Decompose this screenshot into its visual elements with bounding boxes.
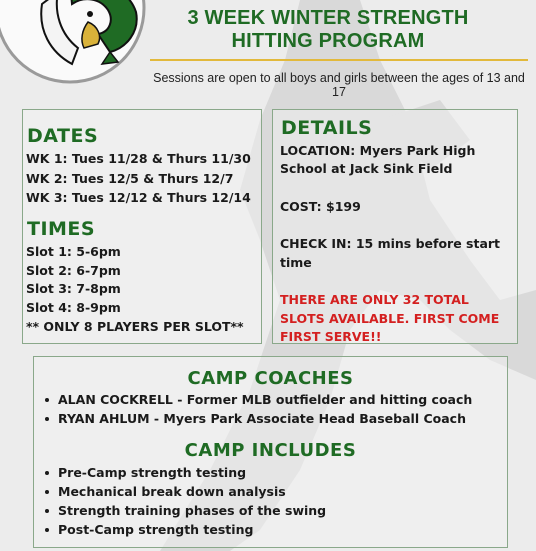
list-item — [34, 463, 326, 482]
checkin-line-2: time — [280, 255, 312, 270]
list-item — [34, 501, 326, 520]
list-item — [34, 390, 472, 409]
coach-alan-cockrell: ALAN COCKRELL - Former MLB outfielder and hitting coach — [58, 392, 473, 407]
page-title-line2: HITTING PROGRAM — [231, 30, 425, 52]
availability-alert-line-1: THERE ARE ONLY 32 TOTAL — [280, 292, 469, 307]
bullet-icon — [45, 417, 49, 421]
cost-text: COST: $199 — [280, 199, 361, 214]
bullet-icon — [45, 398, 49, 402]
dates-heading: DATES — [27, 125, 99, 147]
include-strength-training: Strength training phases of the swing — [58, 503, 327, 518]
date-week-2: WK 2: Tues 12/5 & Thurs 12/7 — [26, 171, 234, 186]
coach-ryan-ahlum: RYAN AHLUM - Myers Park Associate Head Baseball Coach — [58, 411, 466, 426]
time-slot-3: Slot 3: 7-8pm — [26, 281, 121, 296]
location-line-2: School at Jack Sink Field — [280, 161, 453, 176]
header-divider — [150, 59, 528, 61]
camp-coaches-heading: CAMP COACHES — [187, 368, 354, 389]
coaches-list — [34, 390, 472, 428]
include-mechanical-analysis: Mechanical break down analysis — [58, 484, 286, 499]
includes-list — [34, 463, 326, 539]
time-slot-2: Slot 2: 6-7pm — [26, 263, 121, 278]
dates-times-panel — [22, 109, 262, 344]
list-item — [34, 520, 326, 539]
players-per-slot-note: ** ONLY 8 PLAYERS PER SLOT** — [26, 319, 244, 334]
bullet-icon — [45, 528, 49, 532]
checkin-line-1: CHECK IN: 15 mins before start — [280, 236, 501, 251]
time-slot-4: Slot 4: 8-9pm — [26, 300, 121, 315]
time-slot-1: Slot 1: 5-6pm — [26, 244, 121, 259]
eligibility-subtitle: Sessions are open to all boys and girls between the ages of 13 and 17 — [153, 71, 525, 99]
availability-alert-line-2: SLOTS AVAILABLE. FIRST COME — [280, 311, 500, 326]
times-heading: TIMES — [27, 218, 96, 240]
camp-info-panel — [33, 356, 508, 548]
include-post-camp-testing: Post-Camp strength testing — [58, 522, 254, 537]
camp-includes-heading: CAMP INCLUDES — [184, 440, 357, 461]
bullet-icon — [45, 490, 49, 494]
details-heading: DETAILS — [281, 117, 373, 139]
availability-alert-line-3: FIRST SERVE!! — [280, 329, 382, 344]
mustang-horse-logo-icon — [0, 0, 146, 88]
list-item — [34, 409, 472, 428]
page-title-line1: 3 WEEK WINTER STRENGTH — [187, 7, 469, 29]
date-week-1: WK 1: Tues 11/28 & Thurs 11/30 — [26, 151, 251, 166]
bullet-icon — [45, 471, 49, 475]
details-panel — [272, 109, 518, 344]
date-week-3: WK 3: Tues 12/12 & Thurs 12/14 — [26, 190, 251, 205]
bullet-icon — [45, 509, 49, 513]
location-line-1: LOCATION: Myers Park High — [280, 143, 476, 158]
list-item — [34, 482, 326, 501]
include-pre-camp-testing: Pre-Camp strength testing — [58, 465, 247, 480]
